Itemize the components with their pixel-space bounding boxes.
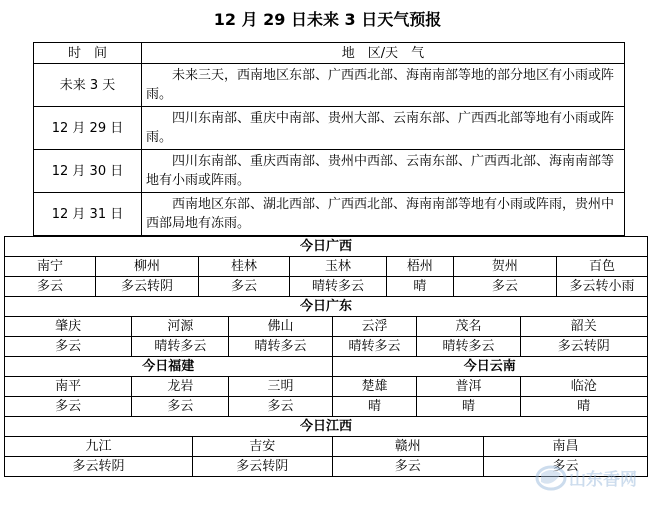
city-name: 云浮 — [332, 317, 417, 337]
guangxi-header-row — [5, 237, 648, 257]
guangdong-city-row — [5, 317, 648, 337]
city-name: 茂名 — [417, 317, 520, 337]
forecast-text: 西南地区东部、湖北西部、广西西北部、海南南部等地有小雨或阵雨，贵州中西部局地有冻雨。 — [142, 193, 625, 236]
city-weather-table — [4, 236, 648, 477]
city-name: 南昌 — [484, 437, 648, 457]
guangdong-header-row — [5, 297, 648, 317]
city-weather: 晴转多云 — [290, 277, 387, 297]
guangxi-heading: 今日广西 — [5, 237, 648, 257]
city-name: 梧州 — [387, 257, 454, 277]
jiangxi-weather-row — [5, 457, 648, 477]
city-weather: 多云 — [132, 397, 229, 417]
forecast-text: 四川东南部、重庆中南部、贵州大部、云南东部、广西西北部等地有小雨或阵雨。 — [142, 107, 625, 150]
city-name: 普洱 — [417, 377, 520, 397]
city-weather: 多云转阴 — [193, 457, 332, 477]
city-weather: 多云 — [484, 457, 648, 477]
yunnan-heading: 今日云南 — [332, 357, 648, 377]
fujian-yunnan-city-row — [5, 377, 648, 397]
city-name: 柳州 — [95, 257, 198, 277]
city-name: 龙岩 — [132, 377, 229, 397]
svg-text:山东香网: 山东香网 — [569, 470, 637, 490]
city-weather: 晴 — [520, 397, 648, 417]
fujian-heading: 今日福建 — [5, 357, 333, 377]
forecast-time: 12 月 29 日 — [34, 107, 142, 150]
city-weather: 多云 — [5, 397, 132, 417]
forecast-table — [33, 42, 625, 236]
forecast-text: 四川东南部、重庆西南部、贵州中西部、云南东部、广西西北部、海南南部等地有小雨或阵雨。 — [142, 150, 625, 193]
city-weather: 晴转多云 — [229, 337, 332, 357]
city-weather: 晴 — [417, 397, 520, 417]
city-weather: 晴 — [332, 397, 417, 417]
forecast-row — [34, 64, 625, 107]
city-weather: 多云 — [199, 277, 290, 297]
city-name: 九江 — [5, 437, 193, 457]
city-name: 肇庆 — [5, 317, 132, 337]
forecast-time: 12 月 30 日 — [34, 150, 142, 193]
jiangxi-city-row — [5, 437, 648, 457]
forecast-text: 未来三天，西南地区东部、广西西北部、海南南部等地的部分地区有小雨或阵雨。 — [142, 64, 625, 107]
city-name: 佛山 — [229, 317, 332, 337]
guangdong-heading: 今日广东 — [5, 297, 648, 317]
city-weather: 多云转阴 — [520, 337, 648, 357]
forecast-row — [34, 150, 625, 193]
city-weather: 多云转阴 — [5, 457, 193, 477]
forecast-time: 12 月 31 日 — [34, 193, 142, 236]
forecast-header-row — [34, 43, 625, 64]
city-weather: 多云转小雨 — [556, 277, 647, 297]
city-name: 三明 — [229, 377, 332, 397]
page-title: 12 月 29 日未来 3 日天气预报 — [213, 10, 442, 29]
city-name: 南宁 — [5, 257, 96, 277]
city-name: 韶关 — [520, 317, 648, 337]
forecast-time: 未来 3 天 — [34, 64, 142, 107]
city-name: 百色 — [556, 257, 647, 277]
city-name: 楚雄 — [332, 377, 417, 397]
fujian-yunnan-header-row — [5, 357, 648, 377]
city-name: 桂林 — [199, 257, 290, 277]
time-column-header: 时 间 — [34, 43, 142, 64]
fujian-yunnan-weather-row — [5, 397, 648, 417]
city-weather: 多云 — [5, 337, 132, 357]
city-weather: 多云 — [229, 397, 332, 417]
region-weather-column-header: 地 区/天 气 — [142, 43, 625, 64]
jiangxi-heading: 今日江西 — [5, 417, 648, 437]
forecast-row — [34, 107, 625, 150]
jiangxi-header-row — [5, 417, 648, 437]
city-weather: 晴 — [387, 277, 454, 297]
city-name: 吉安 — [193, 437, 332, 457]
city-weather: 多云 — [332, 457, 484, 477]
city-name: 河源 — [132, 317, 229, 337]
forecast-row — [34, 193, 625, 236]
guangxi-weather-row — [5, 277, 648, 297]
city-name: 临沧 — [520, 377, 648, 397]
city-name: 贺州 — [453, 257, 556, 277]
city-name: 玉林 — [290, 257, 387, 277]
city-weather: 多云 — [453, 277, 556, 297]
guangdong-weather-row — [5, 337, 648, 357]
city-name: 南平 — [5, 377, 132, 397]
city-name: 赣州 — [332, 437, 484, 457]
guangxi-city-row — [5, 257, 648, 277]
city-weather: 多云 — [5, 277, 96, 297]
city-weather: 多云转阴 — [95, 277, 198, 297]
city-weather: 晴转多云 — [417, 337, 520, 357]
city-weather: 晴转多云 — [332, 337, 417, 357]
city-weather: 晴转多云 — [132, 337, 229, 357]
